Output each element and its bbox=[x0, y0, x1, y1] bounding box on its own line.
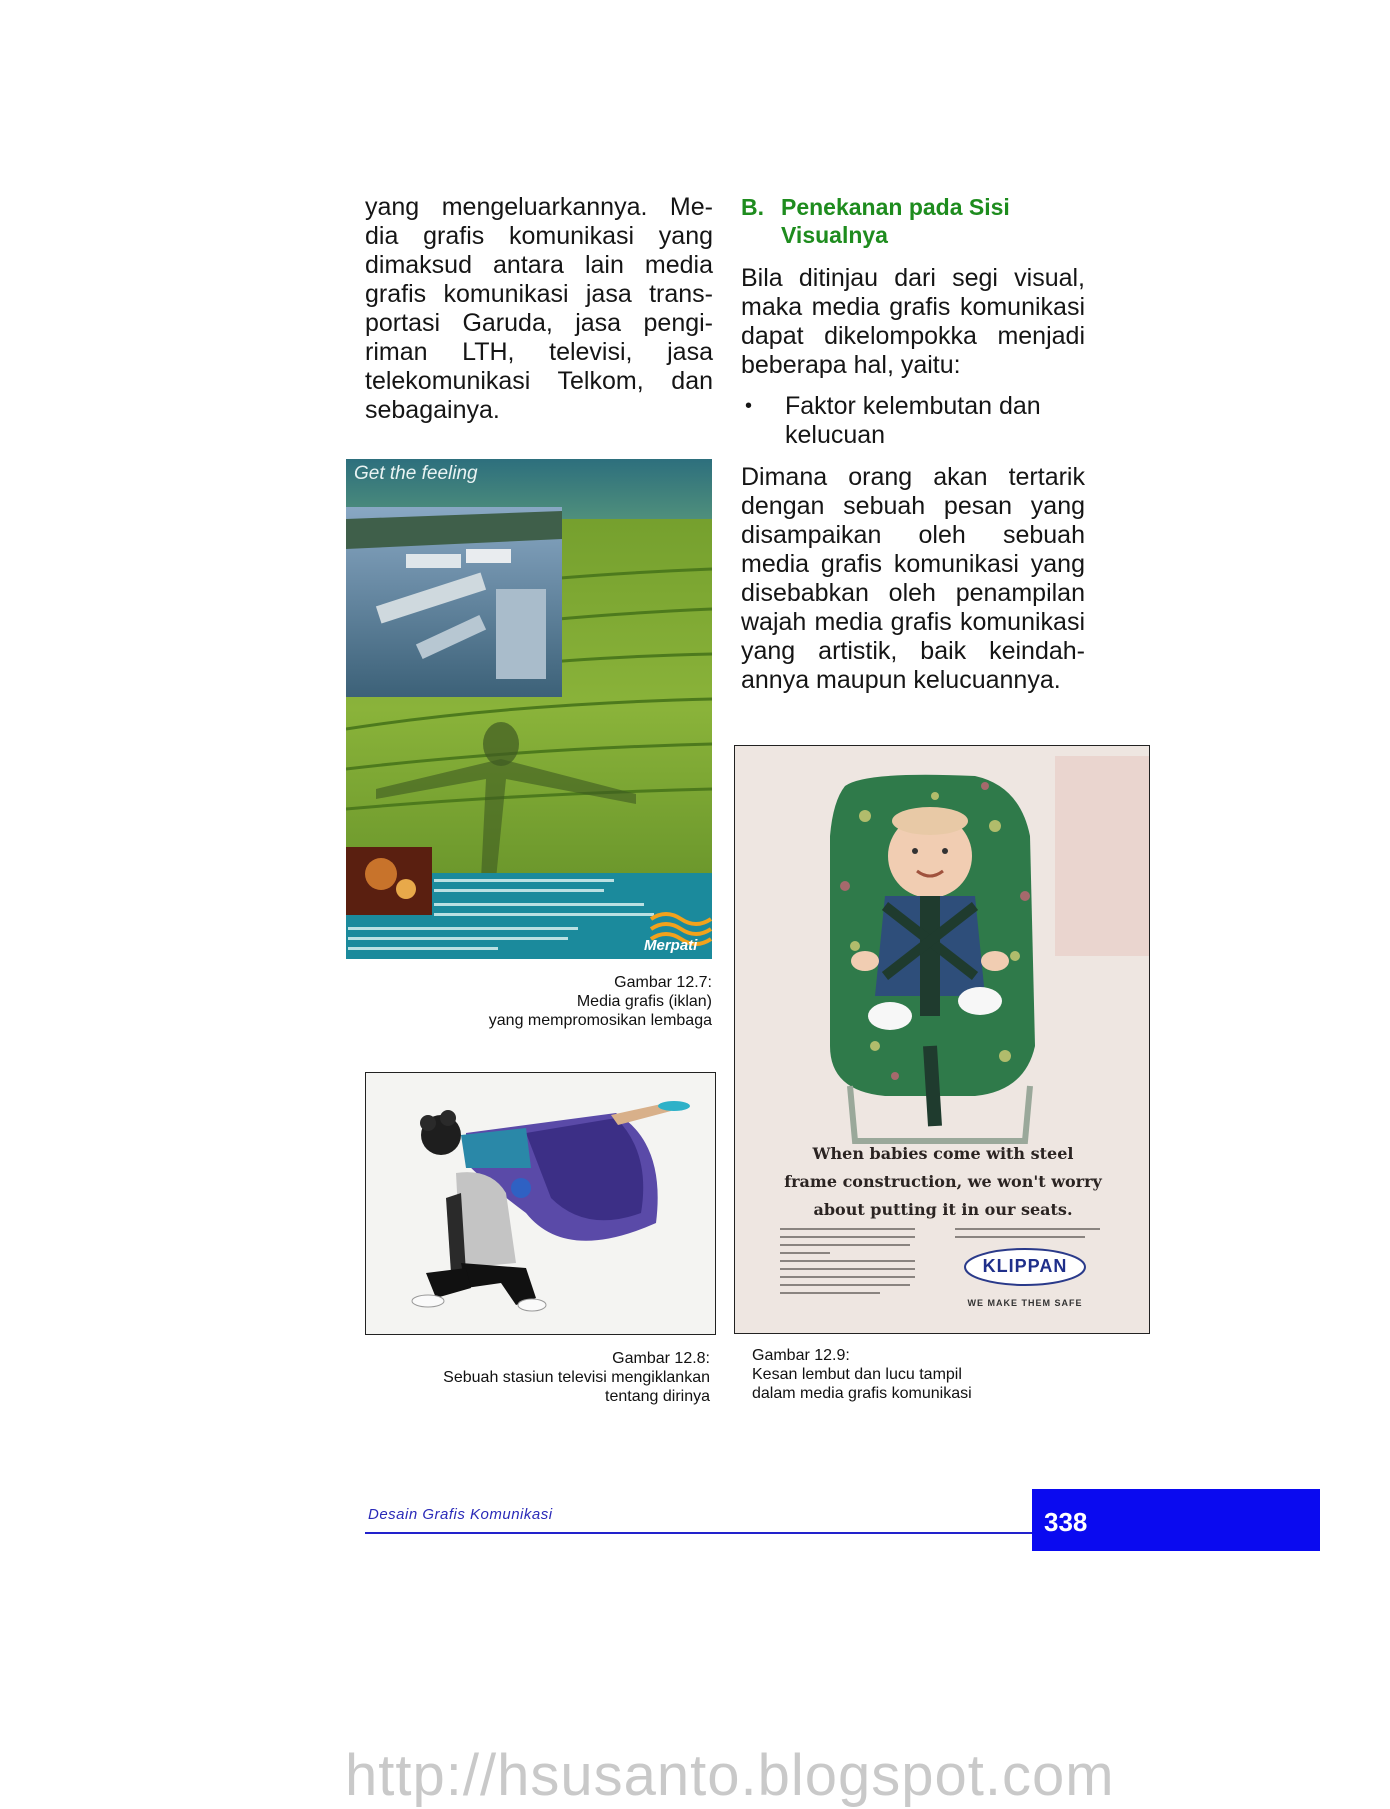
text-line: yang mengeluarkannya. Me- bbox=[365, 193, 713, 221]
text-line: Faktor kelembutan dan bbox=[785, 392, 1041, 420]
text-line: annya maupun kelucuannya. bbox=[741, 666, 1061, 694]
klippan-logo: KLIPPAN bbox=[982, 1256, 1068, 1276]
caption-label: Gambar 12.9: bbox=[752, 1347, 850, 1364]
text-line: dapat dikelompokka menjadi bbox=[741, 322, 1085, 350]
headline-line: about putting it in our seats. bbox=[813, 1200, 1073, 1219]
text-line: wajah media grafis komunikasi bbox=[741, 608, 1085, 636]
page-number: 338 bbox=[1044, 1507, 1088, 1537]
bullet-item bbox=[741, 392, 1085, 450]
caption-line: tentang dirinya bbox=[605, 1388, 710, 1405]
ad-headline: Get the feeling bbox=[354, 463, 478, 484]
text-line: kelucuan bbox=[785, 421, 886, 449]
caption-label: Gambar 12.7: bbox=[614, 974, 712, 991]
merpati-ad-illustration bbox=[346, 459, 712, 959]
text-line: Dimana orang akan tertarik bbox=[741, 463, 1085, 491]
tv-ad-illustration bbox=[366, 1073, 716, 1335]
text-line: beberapa hal, yaitu: bbox=[741, 351, 961, 379]
figure-12-8-caption bbox=[370, 1349, 710, 1406]
klippan-tagline: WE MAKE THEM SAFE bbox=[967, 1298, 1083, 1308]
figure-12-8-image bbox=[365, 1072, 716, 1335]
text-line: telekomunikasi Telkom, dan bbox=[365, 367, 713, 395]
klippan-headline bbox=[735, 1140, 1150, 1224]
text-line: portasi Garuda, jasa pengi- bbox=[365, 309, 713, 337]
caption-line: dalam media grafis komunikasi bbox=[752, 1385, 972, 1402]
caption-label: Gambar 12.8: bbox=[612, 1350, 710, 1367]
caption-line: Kesan lembut dan lucu tampil bbox=[752, 1366, 962, 1383]
page-number-box bbox=[1032, 1489, 1320, 1551]
caption-line: Sebuah stasiun televisi mengiklankan bbox=[443, 1369, 710, 1386]
text-line: Bila ditinjau dari segi visual, bbox=[741, 264, 1085, 292]
text-line: maka media grafis komunikasi bbox=[741, 293, 1085, 321]
section-title-line: Visualnya bbox=[781, 222, 888, 248]
section-title-line: Penekanan pada Sisi bbox=[781, 194, 1010, 220]
klippan-ad-illustration bbox=[735, 746, 1150, 1334]
text-line: dengan sebuah pesan yang bbox=[741, 492, 1085, 520]
merpati-logo: Merpati bbox=[644, 937, 698, 954]
caption-line: yang mempromosikan lembaga bbox=[488, 1012, 712, 1029]
footer-book-title: Desain Grafis Komunikasi bbox=[368, 1506, 553, 1523]
watermark-url: http://hsusanto.blogspot.com bbox=[345, 1743, 1115, 1808]
footer-rule bbox=[365, 1532, 1035, 1534]
text-line: dia grafis komunikasi yang bbox=[365, 222, 713, 250]
left-paragraph bbox=[365, 193, 713, 425]
text-line: dimaksud antara lain media bbox=[365, 251, 713, 279]
text-line: disebabkan oleh penampilan bbox=[741, 579, 1085, 607]
headline-line: When babies come with steel bbox=[812, 1144, 1074, 1163]
caption-line: Media grafis (iklan) bbox=[576, 993, 712, 1010]
text-line: sebagainya. bbox=[365, 396, 500, 424]
text-line: yang artistik, baik keindah- bbox=[741, 637, 1085, 665]
headline-line: frame construction, we won't worry bbox=[784, 1172, 1102, 1191]
section-marker: B. bbox=[741, 194, 764, 220]
figure-12-9-caption bbox=[752, 1346, 1092, 1403]
text-line: grafis komunikasi jasa trans- bbox=[365, 280, 713, 308]
bullet-icon: • bbox=[745, 395, 753, 417]
figure-12-7-caption bbox=[400, 973, 712, 1030]
text-line: disampaikan oleh sebuah bbox=[741, 521, 1085, 549]
section-body bbox=[741, 463, 1085, 695]
text-line: riman LTH, televisi, jasa bbox=[365, 338, 713, 366]
section-heading bbox=[741, 193, 1101, 249]
section-intro bbox=[741, 264, 1085, 380]
figure-12-7-image bbox=[346, 459, 712, 959]
figure-12-9-image bbox=[734, 745, 1150, 1334]
text-line: media grafis komunikasi yang bbox=[741, 550, 1085, 578]
